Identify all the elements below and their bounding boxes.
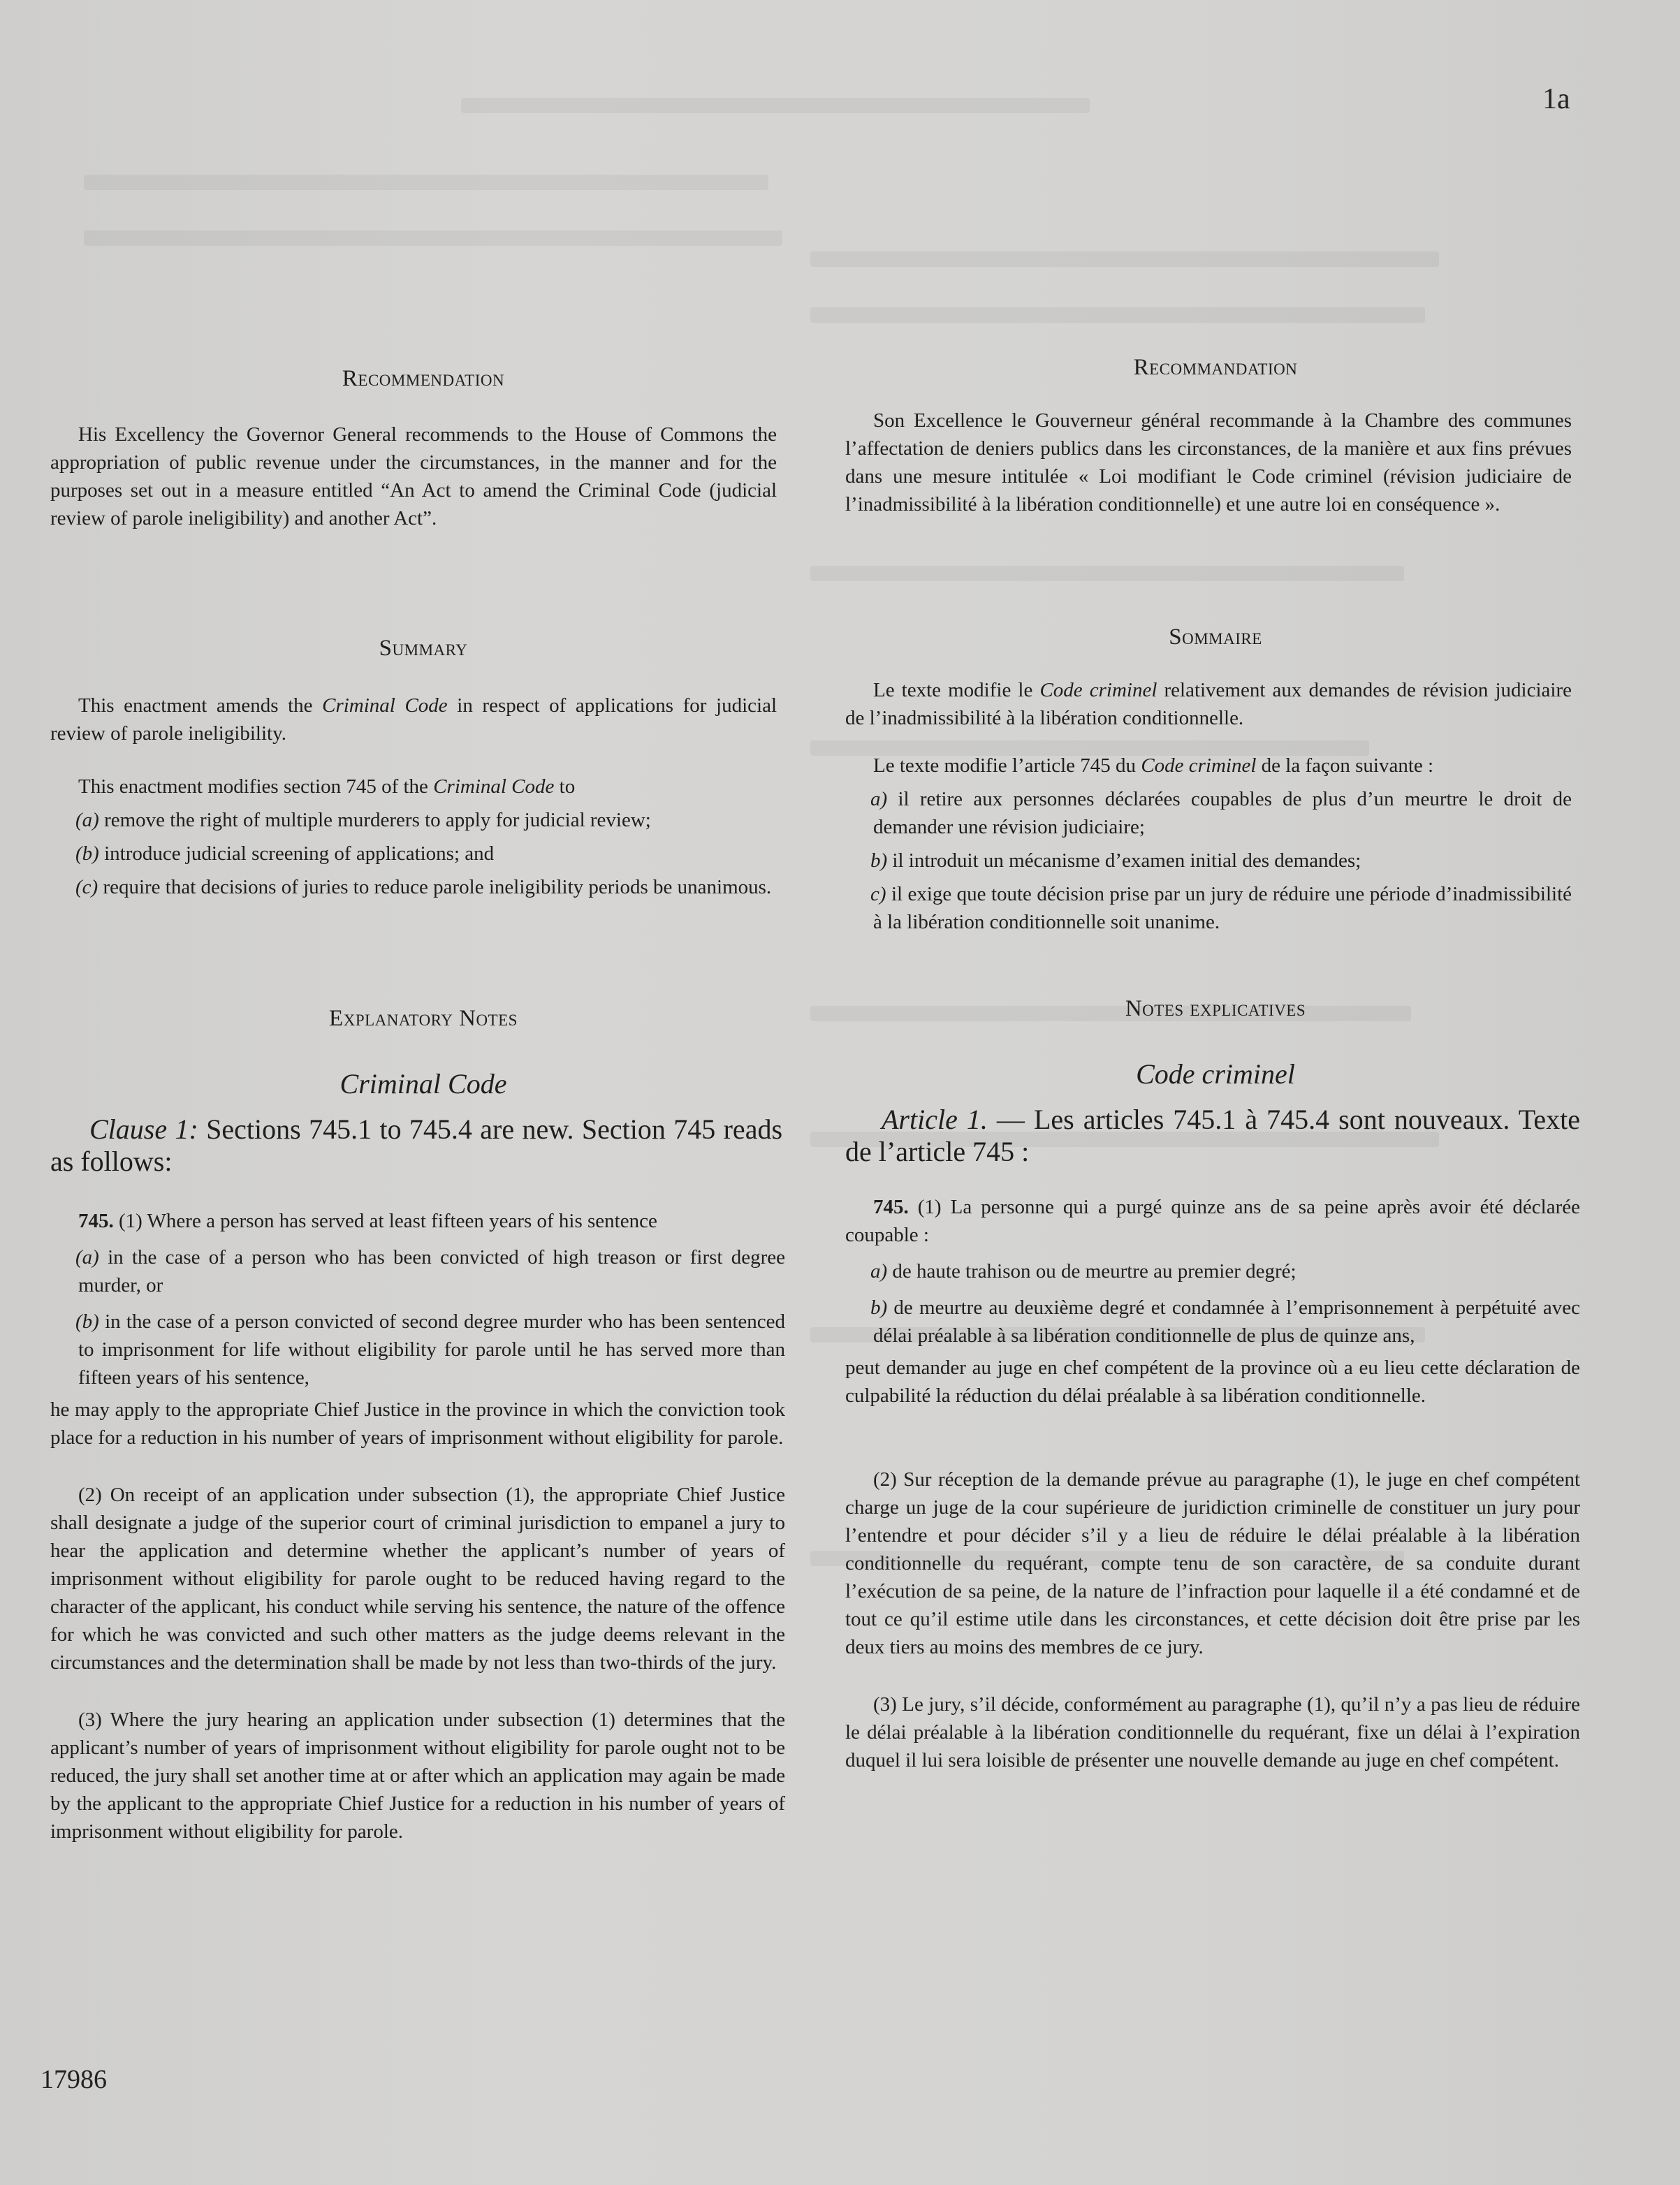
sommaire-heading: Sommaire: [1169, 624, 1262, 650]
recommandation-heading: Recommandation: [1133, 355, 1298, 380]
summary-body: [50, 692, 777, 901]
s745-lead: 745. (1) Where a person has served at least fifteen years of his sentence: [78, 1210, 657, 1232]
article-1-note: Article 1. — Les articles 745.1 à 745.4 sont nouveaux. Texte de l’article 745 :: [845, 1104, 1580, 1167]
summary-item-b: (b) introduce judicial screening of applications; and: [75, 842, 495, 865]
sommaire-item-a: a) il retire aux personnes déclarées coupables de plus d’un meurtre le droit de demander une révision judiciaire;: [870, 788, 1572, 838]
clause-1-note: Clause 1: Sections 745.1 to 745.4 are new. Section 745 reads as follows:: [50, 1113, 783, 1177]
s745-subsection-2: (2) On receipt of an application under subsection (1), the appropriate Chief Justice shall designate a judge of the superior court of criminal jurisdiction to empanel a jury to hear the application and determine whether the applicant’s number of years of imprisonment without eligibility for parole ought to be reduced having regard to the character of the applicant, his conduct while serving his sentence, the nature of the offence for which he was convicted and such other matters as the judge deems relevant in the circumstances and the determination shall be made by not less than two-thirds of the jury.: [50, 1484, 785, 1674]
folio-number: 17986: [41, 2065, 107, 2094]
a745-paragraphe-3: (3) Le jury, s’il décide, conformément au paragraphe (1), qu’il n’y a pas lieu de réduire le délai préalable à la libération conditionnelle du requérant, fixe un délai à l’expiration duquel il lui sera loisible de présenter une nouvelle demande au juge en chef compétent.: [845, 1693, 1580, 1771]
recommandation-text: Son Excellence le Gouverneur général recommande à la Chambre des communes l’affectation de deniers publics dans les circonstances, de la manière et aux fins prévues dans une mesure intitulée « Loi modifiant le Code criminel (révision judiciaire de l’inadmissibilité à la libération conditionnelle) et une autre loi en conséquence ».: [845, 409, 1572, 516]
loi-title: Code criminel: [1136, 1058, 1295, 1090]
a745-paragraphe-2: (2) Sur réception de la demande prévue au paragraphe (1), le juge en chef compétent charge un juge de la cour supérieure de juridiction criminelle de constituer un jury pour l’entendre et pour décider s’il y a lieu de réduire le délai préalable à la libération conditionnelle du requérant, compte tenu de son caractère, de sa conduite durant l’exécution de sa peine, de la nature de l’infraction pour laquelle il a été condamné et de tout ce qu’il estime utile dans les circonstances, et cette décision doit être prise par les deux tiers au moins des membres de ce jury.: [845, 1468, 1580, 1658]
summary-item-c: (c) require that decisions of juries to reduce parole ineligibility periods be unanimous.: [75, 876, 772, 898]
recommendation-text: His Excellency the Governor General recommends to the House of Commons the appropriation of public revenue under the circumstances, in the manner and for the purposes set out in a measure entitled “An Act to amend the Criminal Code (judicial review of parole ineligibility) and another Act”.: [50, 423, 777, 529]
summary-paragraph-2: This enactment modifies section 745 of the Criminal Code to: [78, 775, 576, 798]
article-745-text: [845, 1193, 1580, 1774]
a745-lead: 745. (1) La personne qui a purgé quinze ans de sa peine après avoir été déclarée coupable :: [845, 1196, 1580, 1246]
sommaire-item-c: c) il exige que toute décision prise par un jury de réduire une période d’inadmissibilité à la libération conditionnelle soit unanime.: [870, 883, 1572, 933]
summary-paragraph-1: This enactment amends the Criminal Code in respect of applications for judicial review of parole ineligibility.: [50, 694, 777, 745]
summary-item-a: (a) remove the right of multiple murderers to apply for judicial review;: [75, 809, 651, 831]
s745-item-a: (a) in the case of a person who has been convicted of high treason or first degree murder, or: [75, 1246, 785, 1296]
explanatory-notes-heading: Explanatory Notes: [329, 1006, 518, 1031]
s745-item-b: (b) in the case of a person convicted of second degree murder who has been sentenced to imprisonment for life without eligibility for parole until he has served more than fifteen years of his sentence,: [75, 1310, 785, 1389]
summary-heading: Summary: [379, 636, 468, 661]
sommaire-item-b: b) il introduit un mécanisme d’examen initial des demandes;: [870, 849, 1361, 872]
recommendation-heading: Recommendation: [342, 366, 505, 391]
sommaire-body: [845, 676, 1572, 936]
act-title: Criminal Code: [339, 1068, 507, 1099]
page-number: 1a: [1542, 83, 1570, 115]
a745-item-a: a) de haute trahison ou de meurtre au premier degré;: [870, 1260, 1296, 1282]
s745-subsection-3: (3) Where the jury hearing an application under subsection (1) determines that the applicant’s number of years of imprisonment without eligibility for parole ought not to be reduced, the jury shall set another time at or after which an application may again be made by the applicant to the appropriate Chief Justice for a reduction in his number of years of imprisonment without eligibility for parole.: [50, 1709, 785, 1843]
a745-tail: peut demander au juge en chef compétent de la province où a eu lieu cette déclaration de culpabilité la réduction du délai préalable à sa libération conditionnelle.: [845, 1357, 1580, 1407]
notes-explicatives-heading: Notes explicatives: [1125, 996, 1306, 1021]
a745-item-b: b) de meurtre au deuxième degré et condamnée à l’emprisonnement à perpétuité avec délai préalable à sa libération conditionnelle de plus de quinze ans,: [870, 1296, 1580, 1347]
s745-tail: he may apply to the appropriate Chief Justice in the province in which the conviction took place for a reduction in his number of years of imprisonment without eligibility for parole.: [50, 1398, 785, 1449]
sommaire-paragraph-1: Le texte modifie le Code criminel relativement aux demandes de révision judiciaire de l’inadmissibilité à la libération conditionnelle.: [845, 679, 1572, 729]
section-745-text: [50, 1207, 785, 1846]
sommaire-paragraph-2: Le texte modifie l’article 745 du Code criminel de la façon suivante :: [873, 754, 1434, 777]
